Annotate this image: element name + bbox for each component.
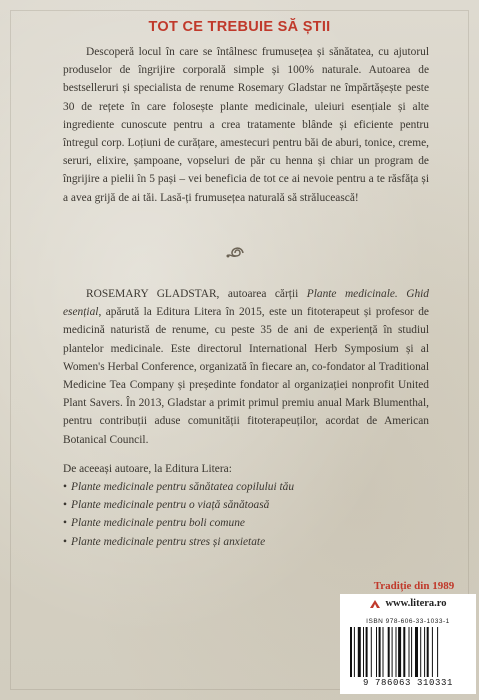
publisher-url: www.litera.ro	[385, 598, 447, 609]
book-title: Plante medicinale pentru sănătatea copilului tău	[71, 481, 295, 493]
barcode-bar	[409, 627, 410, 677]
barcode-bar	[403, 627, 405, 677]
bullet: •	[63, 499, 67, 512]
barcode-panel	[340, 594, 476, 694]
bullet: •	[63, 517, 67, 530]
barcode	[350, 627, 466, 677]
intro-paragraph: Descoperă locul în care se întâlnesc frumusețea și sănătatea, cu ajutorul produselor de îngrijire corporală simple și 100% naturale. Autoarea de bestselleruri și specialista de renume Rosemary Gladstar ne împărtășește peste 30 de rețete în care folosește plante medicinale, uleiuri esențiale și alte ingrediente cunoscute pentru a crea tratamente blânde și eficiente pentru întregul corp. Loțiuni de curățare, amestecuri pentru băi de aburi, tonice, creme, seruri, elixire, șampoane, vopseluri de păr cu henna și chiar un program de îngrijire a pielii în 5 pași – vei beneficia de tot ce ai nevoie pentru a te răsfăța și a avea grijă de ai tăi. Lasă-ți frumusețea naturală să strălucească!	[63, 46, 429, 204]
barcode-bar	[376, 627, 377, 677]
barcode-bar	[388, 627, 390, 677]
barcode-bar	[411, 627, 412, 677]
tradition-label: Tradiție din 1989	[373, 580, 455, 592]
litera-logo-icon	[369, 599, 381, 609]
barcode-bar	[415, 627, 418, 677]
barcode-bar	[398, 627, 401, 677]
barcode-bar	[420, 627, 421, 677]
barcode-bar	[371, 627, 372, 677]
barcode-bar	[437, 627, 438, 677]
barcode-bar	[379, 627, 381, 677]
author-book-title: Plante medicinale. Ghid esențial	[63, 288, 430, 319]
barcode-bar	[354, 627, 355, 677]
publisher-line	[340, 598, 476, 609]
barcode-bar	[424, 627, 425, 677]
book-item	[63, 478, 294, 496]
bullet: •	[63, 535, 67, 548]
book-item	[63, 496, 294, 514]
author-bio-part1: ROSEMARY GLADSTAR, autoarea cărții	[86, 288, 307, 300]
barcode-bar	[350, 627, 352, 677]
barcode-bar	[432, 627, 433, 677]
also-by-heading: De aceeași autoare, la Editura Litera:	[63, 463, 232, 475]
section-title: TOT CE TREBUIE SĂ ȘTII	[148, 19, 331, 35]
book-title: Plante medicinale pentru boli comune	[71, 517, 245, 530]
barcode-bar	[358, 627, 361, 677]
barcode-bar	[383, 627, 384, 677]
isbn-text: ISBN 978-606-33-1033-1	[366, 618, 450, 625]
barcode-bar	[396, 627, 397, 677]
book-title: Plante medicinale pentru stres și anxietate	[71, 535, 266, 548]
bullet: •	[63, 481, 67, 493]
barcode-bar	[366, 627, 368, 677]
book-title: Plante medicinale pentru o viață sănătoasă	[71, 499, 270, 512]
barcode-bar	[392, 627, 393, 677]
author-bio-part2: , apărută la Editura Litera în 2015, este un fitoterapeut și profesor de medicină naturistă de renume, cu peste 35 de ani de experiență în studiul plantelor medicinale. Este directorul International Herb Symposium și al Women's Herbal Conference, organizată în fiecare an, co-fondator al Traditional Medicine Tea Company și președinte fondator al organizației nonprofit United Plant Savers. În 2013, Gladstar a primit primul premiu anual Mark Blumenthal, pentru contribuții aduse comunității fitoterapeuților, acordat de American Botanical Council.	[63, 306, 429, 446]
book-item	[63, 514, 294, 532]
ornament-icon	[224, 244, 246, 262]
barcode-bar	[427, 627, 429, 677]
barcode-bar	[363, 627, 364, 677]
author-bio	[63, 285, 429, 449]
barcode-digits: 9 786063 310331	[362, 678, 453, 688]
book-item	[63, 533, 294, 551]
book-list	[63, 478, 294, 551]
